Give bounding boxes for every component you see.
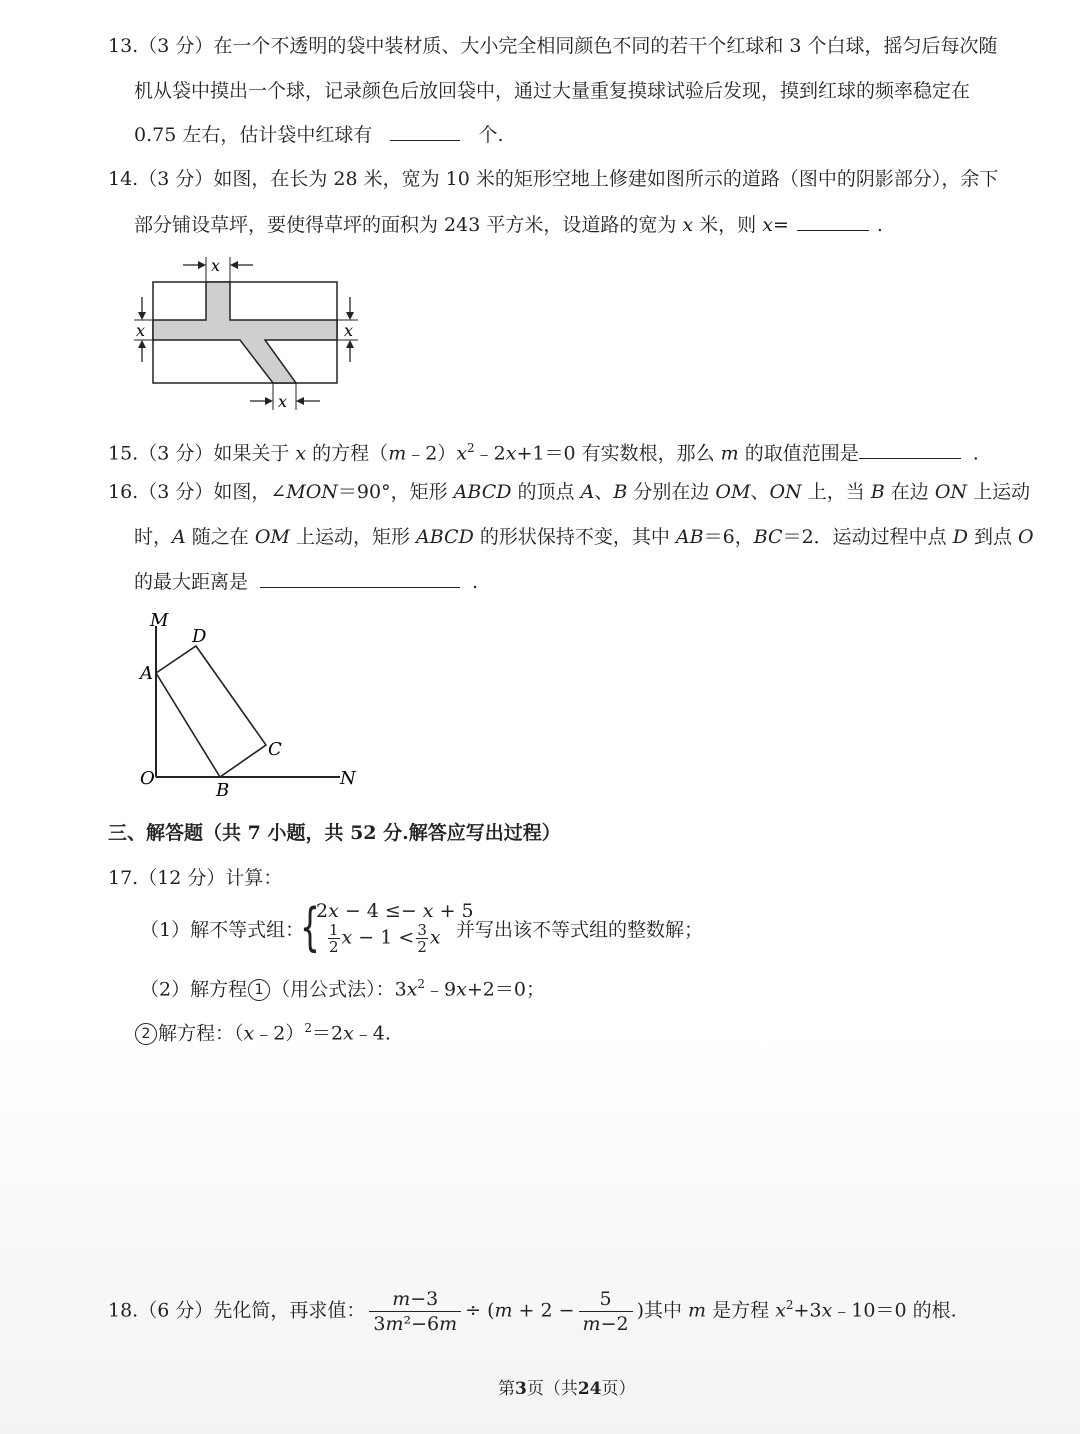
q14-line2 bbox=[134, 212, 883, 237]
q16-O: O bbox=[1018, 526, 1034, 548]
q17-p2 bbox=[140, 972, 545, 1001]
q18-f2-den: 𝑚−2 bbox=[582, 1312, 629, 1335]
page-number: 3 bbox=[515, 1379, 527, 1399]
q17-p3-b: ﹣2） bbox=[254, 1022, 305, 1045]
eq2-mid: 𝑥 − 1 < bbox=[341, 926, 415, 949]
q14-var-x2: x bbox=[762, 214, 773, 236]
rectangle-diagram bbox=[132, 606, 372, 802]
q18-frac2 bbox=[579, 1287, 633, 1336]
label-M: M bbox=[150, 610, 169, 631]
q15-var-x: x bbox=[295, 442, 307, 465]
q16-line1 bbox=[108, 480, 1030, 504]
q16-OM2: OM bbox=[254, 526, 290, 548]
q16-line3 bbox=[134, 569, 478, 594]
q16-line2 bbox=[134, 525, 1034, 549]
fig14-label-left: x bbox=[136, 321, 146, 340]
q18-x: x bbox=[775, 1299, 786, 1322]
q16-period: . bbox=[472, 571, 479, 593]
section-heading: 三、解答题（共 7 小题，共 52 分.解答应写出过程） bbox=[108, 822, 561, 844]
q17-p1-tail: 并写出该不等式组的整数解； bbox=[456, 919, 704, 941]
q17-p2-x2: x bbox=[456, 978, 467, 1001]
label-N: N bbox=[340, 768, 356, 789]
q15-answer-blank bbox=[859, 440, 961, 459]
frac-32-num: 3 bbox=[417, 921, 427, 939]
label-O: O bbox=[140, 768, 155, 789]
q15-exp: 2 bbox=[467, 441, 475, 455]
q14-text-b: 米，则 bbox=[699, 214, 757, 236]
frac-half-den: 2 bbox=[329, 938, 339, 956]
q14-period: . bbox=[876, 214, 883, 236]
q16-sep2: 、 bbox=[750, 481, 770, 503]
q15-text-d: ﹣2 bbox=[474, 442, 506, 465]
footer-b: 页（共 bbox=[526, 1379, 578, 1399]
q17-p3-a: 解方程：（ bbox=[158, 1022, 244, 1045]
q16-mon: MON bbox=[286, 481, 338, 503]
q15-var-x3: x bbox=[505, 442, 517, 465]
fig14-label-bottom: x bbox=[278, 392, 288, 411]
q17-p1-label: （1）解不等式组： bbox=[140, 919, 305, 941]
q16-sep: 、 bbox=[594, 481, 614, 503]
total-pages: 24 bbox=[577, 1379, 602, 1399]
q15-var-m2: m bbox=[720, 442, 739, 465]
q18-rest: +3 bbox=[793, 1299, 822, 1322]
q17-p3-x2: x bbox=[343, 1022, 354, 1045]
q16-answer-blank bbox=[260, 569, 460, 588]
page-footer bbox=[498, 1377, 636, 1401]
q16-t4: 分别在边 bbox=[633, 481, 710, 503]
q16-OM: OM bbox=[715, 481, 751, 503]
q15-text-e: +1＝0 有实数根，那么 bbox=[516, 442, 715, 465]
q16-t1: 16.（3 分）如图，∠ bbox=[108, 481, 287, 503]
q17-p3-sup: 2 bbox=[304, 1021, 312, 1035]
q16-t6: 在边 bbox=[890, 481, 929, 503]
system-brace: { bbox=[300, 898, 320, 958]
frac-half bbox=[328, 922, 340, 955]
q17-p2-label: （2）解方程 bbox=[140, 978, 248, 1001]
q17-p2-sup: 2 bbox=[417, 977, 426, 991]
frac-three-halves bbox=[416, 922, 428, 955]
q18-end: ﹣10＝0 的根. bbox=[832, 1299, 957, 1322]
system-eq1: 2𝑥 − 4 ≤− 𝑥 + 5 bbox=[316, 900, 474, 922]
footer-c: 页） bbox=[601, 1379, 636, 1399]
q16-t3: 的顶点 bbox=[517, 481, 575, 503]
q17-p2-x: x bbox=[406, 978, 418, 1001]
q16-t13: ＝2．运动过程中点 bbox=[782, 526, 947, 548]
q14-var-x: x bbox=[682, 214, 694, 236]
q16-t5: 上，当 bbox=[807, 481, 865, 503]
q17-p2-rest: ﹣9 bbox=[425, 978, 457, 1001]
system-eq2 bbox=[326, 922, 441, 955]
q16-A2: A bbox=[172, 526, 186, 548]
q13-line2: 机从袋中摸出一个球，记录颜色后放回袋中，通过大量重复摸球试验后发现，摸到红球的频率稳定在 bbox=[134, 80, 971, 102]
q15-text-b: 的方程（ bbox=[312, 442, 389, 465]
q18-line bbox=[108, 1280, 957, 1336]
q13-answer-blank bbox=[390, 122, 460, 141]
frac-32-den: 2 bbox=[417, 938, 427, 956]
q17-p3 bbox=[134, 1016, 391, 1045]
q16-t10: 上运动，矩形 bbox=[295, 526, 410, 548]
label-D: D bbox=[192, 626, 207, 647]
frac-half-num: 1 bbox=[329, 921, 339, 939]
q17-p3-x: x bbox=[243, 1022, 255, 1045]
q18-x2: x bbox=[821, 1299, 833, 1322]
q18-f1-num: 𝑚−3 bbox=[369, 1287, 461, 1312]
q16-t12: ＝6， bbox=[703, 526, 754, 548]
q18-sup: 2 bbox=[785, 1298, 794, 1312]
q16-ON: ON bbox=[769, 481, 802, 503]
q18-close: )其中 bbox=[636, 1299, 682, 1322]
q13-line3 bbox=[134, 122, 504, 147]
q16-abcd: ABCD bbox=[453, 481, 512, 503]
q18-frac1 bbox=[369, 1287, 461, 1336]
q18-f1-den: 3𝑚²−6𝑚 bbox=[373, 1312, 458, 1335]
q15-text: 15.（3 分）如果关于 bbox=[108, 442, 290, 465]
fig14-label-right: x bbox=[344, 321, 354, 340]
q16-t15: 的最大距离是 bbox=[134, 571, 249, 593]
q16-A: A bbox=[580, 481, 595, 503]
q16-t9: 随之在 bbox=[191, 526, 249, 548]
label-B: B bbox=[216, 780, 230, 801]
q15-text-c: ﹣2） bbox=[406, 442, 457, 465]
rect-abcd bbox=[156, 646, 266, 777]
circled-one: 1 bbox=[248, 979, 270, 1001]
q15-var-m: m bbox=[388, 442, 407, 465]
q16-t14: 到点 bbox=[973, 526, 1012, 548]
q17-p3-d: ﹣4. bbox=[353, 1022, 391, 1045]
q18-mid: 是方程 bbox=[712, 1299, 770, 1322]
fig14-label-top: x bbox=[211, 256, 221, 275]
q17-p2-mid: （用公式法）：3 bbox=[271, 978, 407, 1001]
q15-line bbox=[108, 436, 979, 465]
q18-m: m bbox=[688, 1299, 707, 1322]
q17-head: 17.（12 分）计算： bbox=[108, 867, 283, 889]
q16-t11: 的形状保持不变，其中 bbox=[479, 526, 670, 548]
q15-text-f: 的取值范围是 bbox=[744, 442, 859, 465]
q15-var-x2: x bbox=[456, 442, 468, 465]
q18-f2-num: 5 bbox=[579, 1287, 633, 1312]
road-diagram bbox=[128, 252, 368, 414]
q16-t2: ＝90°，矩形 bbox=[337, 481, 448, 503]
q13-text-end: 个. bbox=[478, 124, 504, 146]
q14-text: 部分铺设草坪，要使得草坪的面积为 243 平方米，设道路的宽为 bbox=[134, 214, 677, 236]
label-C: C bbox=[268, 739, 282, 760]
q13-text: 0.75 左右，估计袋中红球有 bbox=[134, 124, 373, 146]
q16-t7: 上运动 bbox=[973, 481, 1031, 503]
q18-div: ÷ (𝑚 + 2 − bbox=[465, 1299, 575, 1322]
footer-a: 第 bbox=[498, 1379, 515, 1399]
q16-AB: AB bbox=[675, 526, 704, 548]
q16-D: D bbox=[952, 526, 968, 548]
q16-t8: 时， bbox=[134, 526, 173, 548]
q15-period: . bbox=[972, 442, 979, 465]
q16-BC: BC bbox=[753, 526, 783, 548]
q13-line1: 13.（3 分）在一个不透明的袋中装材质、大小完全相同颜色不同的若干个红球和 3 个白球，摇匀后每次随 bbox=[108, 35, 998, 57]
eq2-end: 𝑥 bbox=[429, 926, 441, 949]
q14-line1: 14.（3 分）如图，在长为 28 米，宽为 10 米的矩形空地上修建如图所示的道路（图中的阴影部分），余下 bbox=[108, 168, 999, 190]
q16-ON2: ON bbox=[934, 481, 968, 503]
q16-B2: B bbox=[870, 481, 885, 503]
q16-abcd2: ABCD bbox=[416, 526, 474, 548]
q18-prefix: 18.（6 分）先化简，再求值： bbox=[108, 1299, 366, 1322]
circled-two: 2 bbox=[135, 1023, 157, 1045]
q16-B: B bbox=[613, 481, 628, 503]
q17-p3-c: ＝2 bbox=[311, 1022, 344, 1045]
q17-p2-end: +2＝0； bbox=[466, 978, 545, 1001]
q14-eq: = bbox=[772, 214, 789, 236]
label-A: A bbox=[140, 663, 153, 684]
q14-answer-blank bbox=[797, 212, 869, 231]
